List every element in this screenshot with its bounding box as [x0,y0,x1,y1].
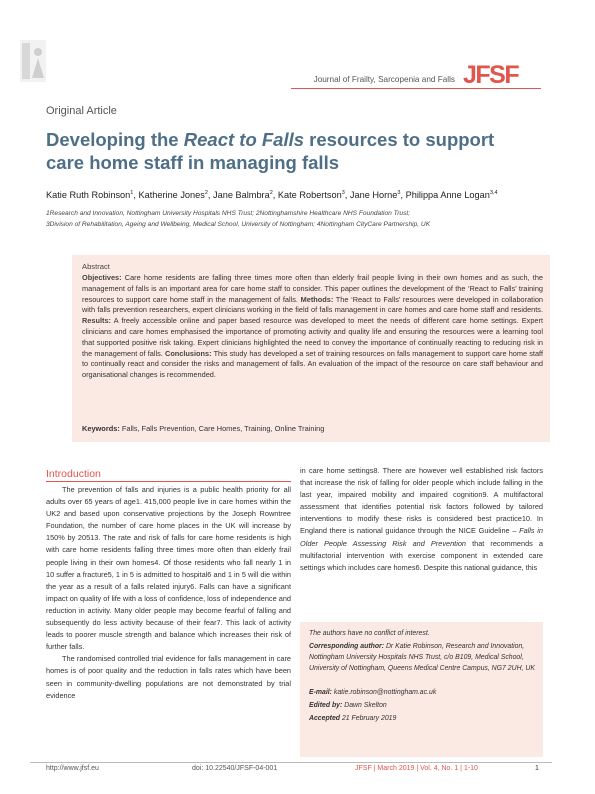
journal-name: Journal of Frailty, Sarcopenia and Falls [313,75,455,84]
author-aff: 1 [130,190,134,196]
author-aff: 3,4 [489,190,498,196]
title-part1: Developing the [46,129,184,150]
author-aff: 2 [204,190,208,196]
abstract-objectives: Care home residents are falling three times more often than elderly frail people living in their own homes and as such, the management of falls is an important area for care home staff to consider. This paper outlines the development of the ‘React to Falls’ training resources to support care home staff in the management of falls. [82,273,543,304]
note-text: Dawn Skelton [342,702,387,709]
note-label: Accepted [309,715,341,722]
article-title [46,128,526,174]
title-italic: React to Falls [183,129,305,150]
footer-rule [30,762,552,763]
email-note [309,687,535,698]
svg-text:JFSF: JFSF [463,62,519,86]
accepted-note [309,713,535,724]
affiliation-line: 1Research and Innovation, Nottingham University Hospitals NHS Trust; 2Nottinghamshire Healthcare NHS Foundation Trust; [46,210,411,217]
corresponding-author [309,641,535,674]
abstract-text [82,273,543,381]
note-text: 21 February 2019 [340,715,397,722]
note-label: Corresponding author: [309,643,385,650]
author-list: Katie Ruth Robinson$^1$, Katherine Jones$^2$, Jane Balmbra$^2$, Kate Robertson$^3$, Jane Horne$^3$, Philippa Anne Logan$^{3,4}$ [46,190,498,201]
body-text: in care home settings8. There are however well established risk factors that increase the risk of falling for older people which include falling in the last year, impaired mobility and impaired cognition9. A multifactoral assessment that identifies potential risk factors followed by tailored interventions to modify these risks is considered best practice10. In England there is national guidance through the NICE Guideline – [300,466,543,536]
author-name: Philippa Anne Logan [405,190,490,201]
author-aff: 2 [269,190,273,196]
body-text: that recommends a multifactorial intervention with exercise component in extended care settings which includes care homes6. Despite this national guidance, this [300,538,543,572]
edited-note [309,700,535,711]
author-name: Jane Horne [349,190,398,201]
body-paragraph: The randomised controlled trial evidence for falls management in care homes is of poor quality and the reduction in falls rates which have been seen in community-dwelling populations are not demonstrated by trial evidence [46,654,291,700]
side-logo-icon [20,40,46,82]
abstract-methods: The ‘React to Falls’ resources were developed in collaboration with falls prevention researchers, expert clinicians working in the field of falls management in care homes and care home staff and residents. [82,294,543,315]
abstract-label: Results: [82,316,111,326]
keywords [82,424,542,433]
author-aff: 3 [397,190,401,196]
author-name: Kate Robertson [277,190,342,201]
title-line2: care home staff in managing falls [46,152,339,173]
body-paragraph [300,465,543,574]
header-rule [291,88,541,89]
footer-url[interactable]: http://www.jfsf.eu [46,765,99,772]
author-aff: 3 [341,190,345,196]
body-paragraph: The prevention of falls and injuries is a public health priority for all adults over 65 years of age1. 415,000 people live in care homes within the UK2 and based upon conservative projections by the Joseph Rowntree Foundation, the number of care home places in the UK will increase by 150% by 20513. The rate and risk of falls for care home residents is high with care home residents falling three times more often than elderly frail people living in their own homes4. Of those residents who fall nearly 1 in 10 suffer a fracture5, 1 in 5 is admitted to hospital6 and 1 in 5 will die within the year as a result of a falls related injury6. Falls can have a significant impact on quality of life with a loss of confidence, loss of independence and reduction in activity. Many older people may become fearful of falling and subsequently do less activity because of their fear7. This lack of activity leads to poorer muscle strength and balance which increases their risk of further falls. [46,485,291,652]
footer-citation: JFSF | March 2019 | Vol. 4, No. 1 | 1-10 [355,765,478,772]
note-label: Edited by: [309,702,343,709]
jfsf-logo-icon [463,62,541,86]
author-name: Katherine Jones [138,190,205,201]
email-link[interactable]: katie.robinson@nottingham.ac.uk [331,689,437,696]
author-name: Katie Ruth Robinson [46,190,131,201]
keywords-label: Keywords: [82,424,120,433]
title-part2: resources to support [304,129,495,150]
abstract-label: Methods: [300,294,334,304]
abstract-conclusions: This study has developed a set of training resources on falls management to support care home staff to continually react and consider the risks and management of falls. An evaluation of the impact of the resource on care staff behaviour and organisational changes is recommended. [82,348,543,380]
section-heading: Introduction [46,468,101,480]
section-rule [46,481,291,482]
abstract-heading: Abstract [82,262,110,271]
page-number: 1 [535,765,539,772]
abstract-label: Objectives: [82,273,122,282]
note-text: Dr Katie Robinson, Research and Innovation, Nottingham University Hospitals NHS Trust, c/o B109, Medical School, University of Nottingham, Queens Medical Centre Campus, NG7 2UH, UK [309,643,535,672]
affiliation-line: 3Division of Rehabilitation, Ageing and Wellbeing, Medical School, University of Nottingham; 4Nottingham CityCare Partnership, UK [46,221,431,228]
note-label: E-mail: [309,689,332,696]
author-name: Jane Balmbra [213,190,270,201]
body-italic: Falls in Older People Assessing Risk and Prevention [300,526,543,548]
article-type: Original Article [46,105,117,117]
abstract-label: Conclusions: [165,348,212,358]
keywords-list: Falls, Falls Prevention, Care Homes, Training, Online Training [119,424,325,433]
footer-doi: doi: 10.22540/JFSF-04-001 [192,765,278,772]
conflict-note: The authors have no conflict of interest. [309,630,430,637]
left-column [46,484,291,702]
abstract-results: A freely accessible online and paper based resource was developed to meet the needs of different care home settings. Expert clinicians and care homes emphasised the importance of promoting activity and quality life and ensuring the resources were a learning tool that supported positive risk taking. Expert clinicians highlighted the need to convey the importance of continually reacting to reducing risk in the management of falls. [82,316,543,358]
right-column [300,465,543,574]
